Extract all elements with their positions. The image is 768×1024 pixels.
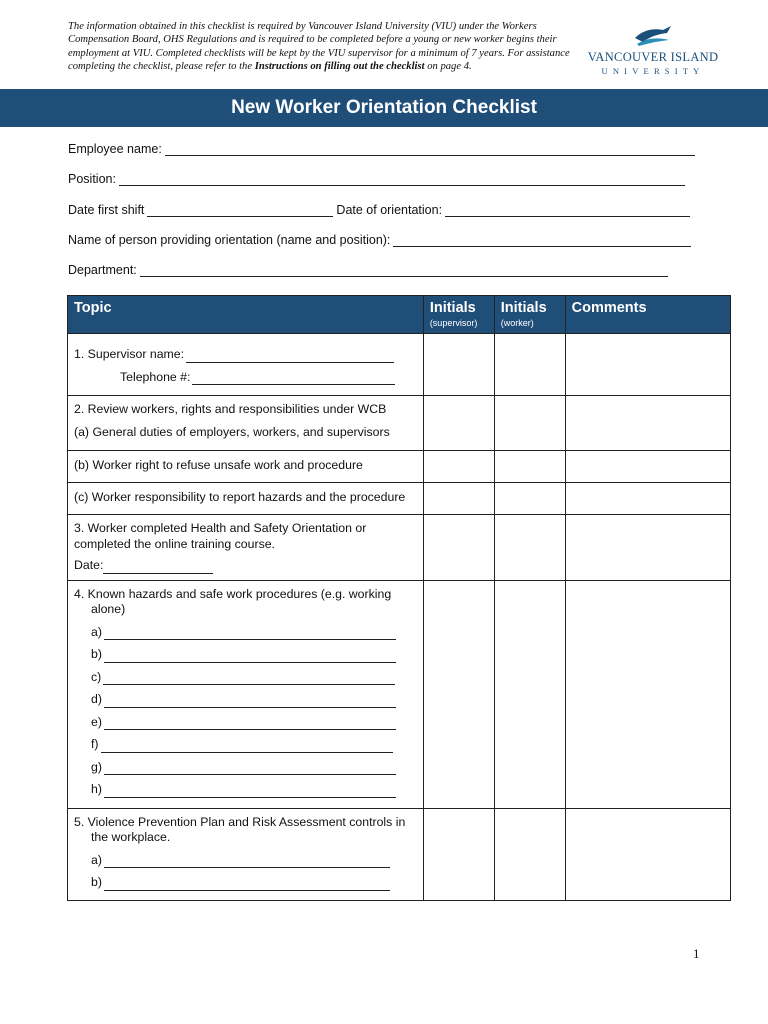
hazard-item-label: g) [91, 759, 102, 774]
position-label: Position: [68, 172, 116, 186]
orientation-provider-line[interactable] [393, 234, 691, 247]
initials-supervisor-header: Initials (supervisor) [423, 296, 494, 334]
comments-cell[interactable] [565, 396, 730, 451]
row6-topic: 4. Known hazards and safe work procedures (e.g. working alone) a) b) c) d) e) f) g) h) [68, 580, 424, 808]
employee-name-line[interactable] [165, 143, 695, 156]
date-fields[interactable] [68, 203, 690, 217]
hazard-item [74, 670, 417, 686]
department-label: Department: [68, 263, 137, 277]
course-date-line[interactable] [103, 562, 213, 574]
hazard-item [74, 692, 417, 708]
initials-supervisor-cell[interactable] [423, 334, 494, 396]
hazard-item-line[interactable] [104, 628, 396, 640]
hazard-item-label: f) [91, 737, 99, 751]
viu-logo [583, 24, 723, 76]
initials-worker-cell[interactable] [494, 483, 565, 515]
department-field[interactable] [68, 263, 668, 277]
hazard-item [74, 737, 417, 753]
hazard-item-label: h) [91, 782, 102, 796]
initials-worker-cell[interactable] [494, 396, 565, 451]
position-field[interactable] [68, 172, 685, 186]
telephone-line[interactable] [192, 373, 395, 385]
supervisor-name-line[interactable] [186, 351, 394, 363]
table-row [68, 334, 731, 396]
initials-supervisor-cell[interactable] [423, 580, 494, 808]
comments-cell[interactable] [565, 483, 730, 515]
comments-cell[interactable] [565, 580, 730, 808]
table-row [68, 808, 731, 900]
logo-line1: VANCOUVER ISLAND [587, 50, 719, 64]
violence-control-item-line[interactable] [104, 856, 390, 868]
comments-cell[interactable] [565, 334, 730, 396]
row4-topic: (c) Worker responsibility to report hazards and the procedure [68, 483, 424, 515]
intro-text: The information obtained in this checklist is required by Vancouver Island University (VIU) under the Workers Compensation Board, OHS Regulations and is required to be completed before a young or new worker begins their employment at VIU. Completed checklists will be kept by the VIU supervisor for a minimum of 7 years. For assistance completing the checklist, please refer to the Instructions on filling out the checklist on page 4. [68, 21, 570, 73]
position-line[interactable] [119, 173, 685, 186]
employee-name-field[interactable] [68, 142, 695, 156]
table-row [68, 580, 731, 808]
hazard-item-label: b) [91, 647, 102, 661]
hazard-item-label: c) [91, 669, 102, 684]
row7-topic: 5. Violence Prevention Plan and Risk Assessment controls in the workplace. a) b) [68, 808, 424, 900]
initials-supervisor-cell[interactable] [423, 808, 494, 900]
topic-header: Topic [68, 296, 424, 334]
hazard-item-label: d) [91, 692, 102, 706]
page-number: 1 [693, 946, 700, 961]
hazard-item-line[interactable] [104, 696, 396, 708]
hazard-item-line[interactable] [101, 741, 393, 753]
violence-control-item-line[interactable] [104, 879, 390, 891]
date-of-orientation-line[interactable] [445, 204, 690, 217]
heron-wave-icon [633, 24, 673, 48]
department-line[interactable] [140, 264, 668, 277]
hazard-item-line[interactable] [104, 651, 396, 663]
hazard-item-line[interactable] [103, 673, 395, 685]
comments-header: Comments [565, 296, 730, 334]
table-row [68, 483, 731, 515]
initials-worker-cell[interactable] [494, 334, 565, 396]
date-first-shift-label: Date first shift [68, 203, 145, 217]
table-row [68, 515, 731, 581]
initials-supervisor-cell[interactable] [423, 515, 494, 581]
violence-control-item [74, 853, 417, 869]
hazard-item [74, 782, 417, 798]
hazard-item [74, 760, 417, 776]
hazard-item-label: e) [91, 714, 102, 729]
comments-cell[interactable] [565, 451, 730, 483]
row1-topic: 1. Supervisor name: Telephone #: [68, 334, 424, 396]
initials-worker-cell[interactable] [494, 808, 565, 900]
row3-topic: (b) Worker right to refuse unsafe work and procedure [68, 451, 424, 483]
hazard-item-line[interactable] [104, 718, 396, 730]
date-first-shift-line[interactable] [147, 204, 333, 217]
comments-cell[interactable] [565, 808, 730, 900]
checklist-table [67, 295, 731, 901]
initials-worker-cell[interactable] [494, 451, 565, 483]
orientation-provider-label: Name of person providing orientation (name and position): [68, 233, 391, 247]
row2-topic: 2. Review workers, rights and responsibilities under WCB (a) General duties of employers, workers, and supervisors [68, 396, 424, 451]
comments-cell[interactable] [565, 515, 730, 581]
initials-supervisor-cell[interactable] [423, 396, 494, 451]
hazard-item [74, 625, 417, 641]
hazard-item [74, 715, 417, 731]
orientation-provider-field[interactable] [68, 233, 691, 247]
violence-control-item-label: a) [91, 852, 102, 867]
page-title: New Worker Orientation Checklist [0, 89, 768, 127]
date-of-orientation-label: Date of orientation: [336, 203, 443, 217]
hazard-item-label: a) [91, 624, 102, 639]
initials-supervisor-cell[interactable] [423, 451, 494, 483]
initials-worker-header: Initials (worker) [494, 296, 565, 334]
employee-name-label: Employee name: [68, 142, 162, 156]
row5-topic: 3. Worker completed Health and Safety Orientation or completed the online training course. Date: [68, 515, 424, 581]
initials-supervisor-cell[interactable] [423, 483, 494, 515]
hazard-item-line[interactable] [104, 763, 396, 775]
initials-worker-cell[interactable] [494, 515, 565, 581]
table-row [68, 396, 731, 451]
violence-control-item [74, 875, 417, 891]
violence-control-item-label: b) [91, 875, 102, 889]
table-row [68, 451, 731, 483]
logo-line2: UNIVERSITY [601, 66, 705, 76]
hazard-item [74, 647, 417, 663]
initials-worker-cell[interactable] [494, 580, 565, 808]
table-header-row [68, 296, 731, 334]
hazard-item-line[interactable] [104, 786, 396, 798]
